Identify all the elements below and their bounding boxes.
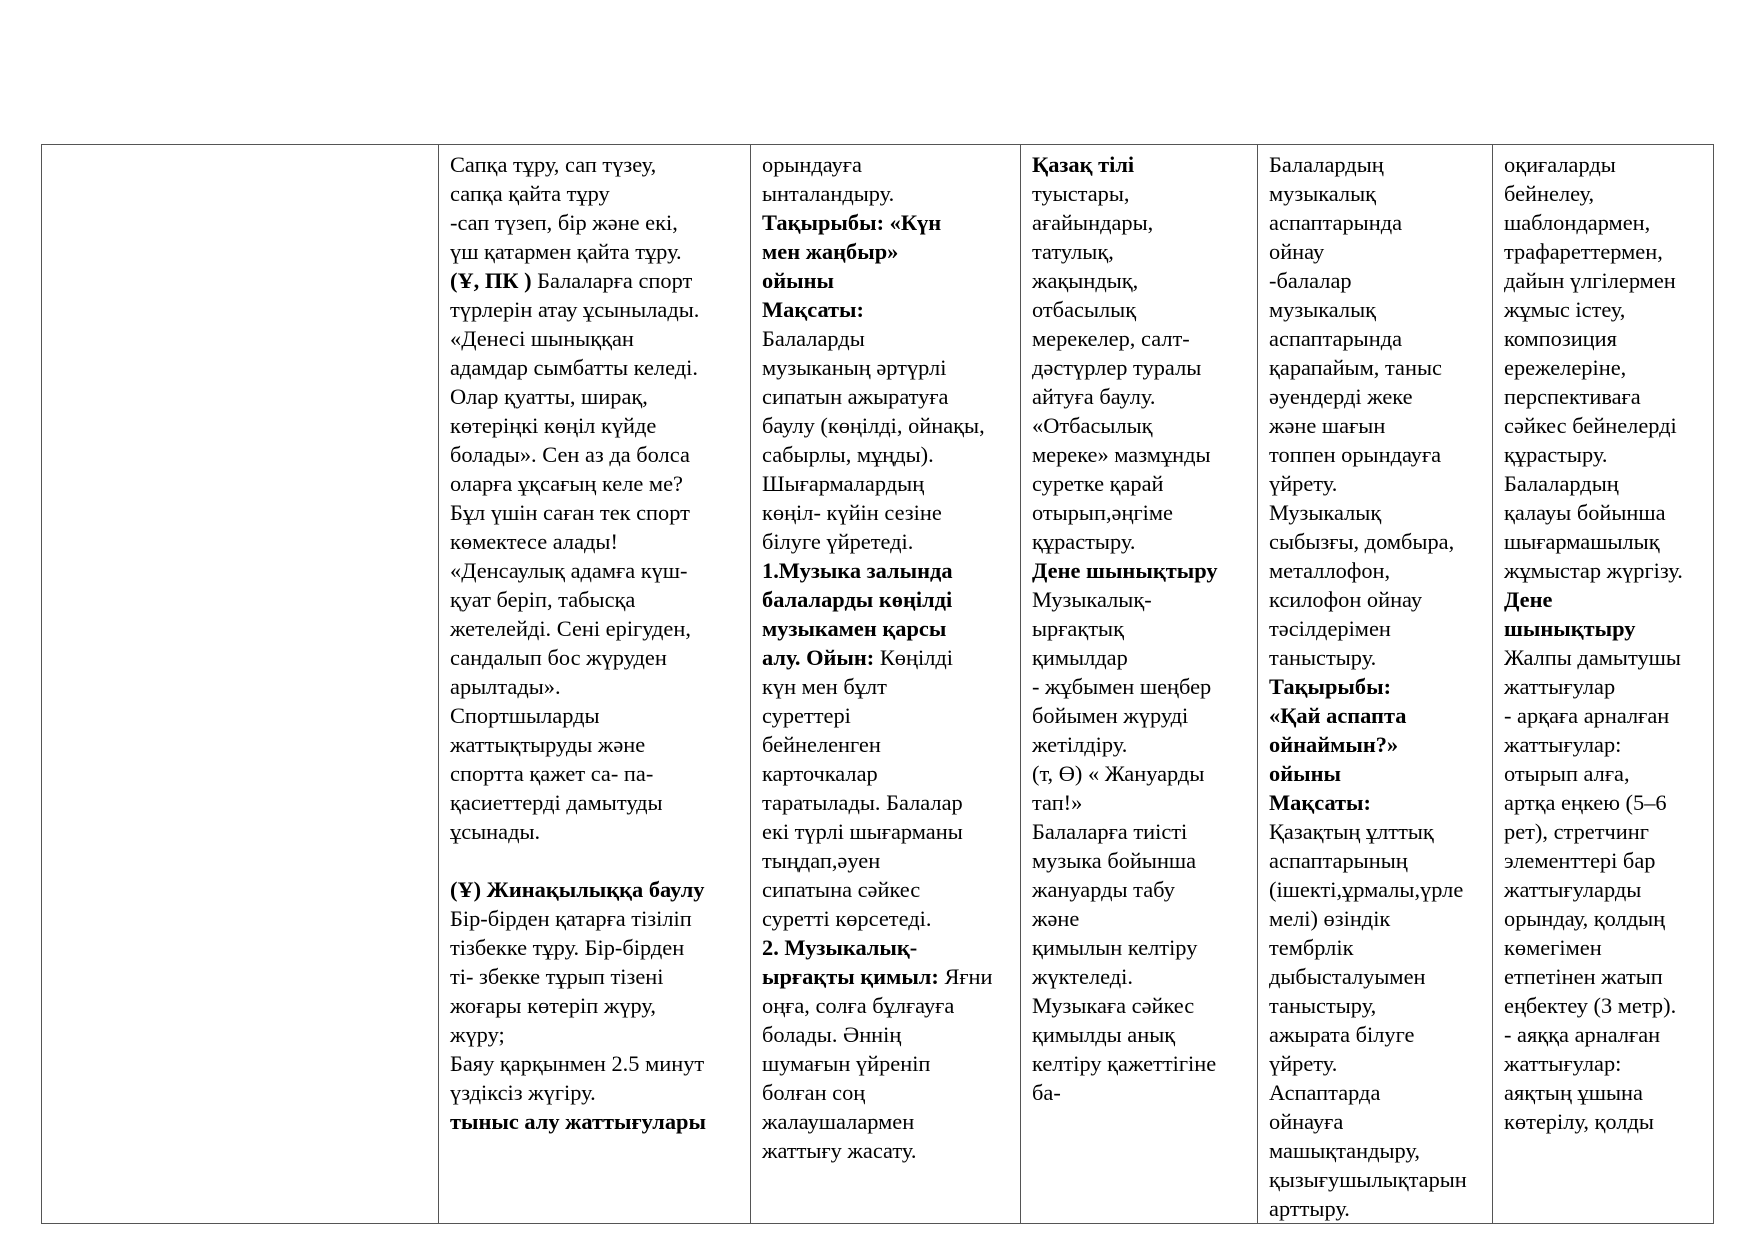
bold-text-run: (Ұ, ПК ) — [450, 268, 538, 293]
text-line: топпен орындауға — [1269, 442, 1442, 467]
text-line: артқа еңкею (5–6 — [1504, 790, 1667, 815]
bold-text-line: балаларды көңілді — [762, 587, 953, 612]
text-line: келтіру қажеттігіне — [1032, 1051, 1217, 1076]
text-line: Балаларды — [762, 326, 865, 351]
text-line: Спортшыларды — [450, 703, 600, 728]
table-cell-music-instruments — [1258, 145, 1493, 1224]
text-line: таратылады. Балалар — [762, 790, 963, 815]
text-line: арылтады». — [450, 674, 561, 699]
text-line: білуге үйретеді. — [762, 529, 914, 554]
text-line: аспаптарының — [1269, 848, 1408, 873]
text-line: қызығушылықтарын — [1269, 1167, 1467, 1192]
text-line: -сап түзеп, бір және екі, — [450, 210, 678, 235]
text-line: ба- — [1032, 1080, 1061, 1105]
bold-text-line: ойыны — [762, 268, 834, 293]
text-line: Музыкалық — [1269, 500, 1382, 525]
text-line: орындау, қолдың — [1504, 906, 1666, 931]
text-line: «Отбасылық — [1032, 413, 1153, 438]
text-line: көңіл- күйін сезіне — [762, 500, 942, 525]
text-line: құрастыру. — [1032, 529, 1136, 554]
bold-text-line: Дене — [1504, 587, 1553, 612]
text-line: Шығармалардың — [762, 471, 925, 496]
text-line: суретті көрсетеді. — [762, 906, 932, 931]
table-cell-physical-activity — [439, 145, 751, 1224]
text-line: орындауға — [762, 152, 862, 177]
text-line: оқиғаларды — [1504, 152, 1616, 177]
text-line: тәсілдерімен — [1269, 616, 1391, 641]
text-line: шығармашылық — [1504, 529, 1660, 554]
text-line: жаттығулар: — [1504, 732, 1622, 757]
text-line: қалауы бойынша — [1504, 500, 1666, 525]
text-line: Аспаптарда — [1269, 1080, 1381, 1105]
text-line: үш қатармен қайта тұру. — [450, 239, 682, 264]
bold-text-run: алу. Ойын: — [762, 645, 880, 670]
bold-text-line: музыкамен қарсы — [762, 616, 947, 641]
text-line: тізбекке тұру. Бір-бірден — [450, 935, 685, 960]
text-line: көмектесе алады! — [450, 529, 618, 554]
text-line: бейнеленген — [762, 732, 881, 757]
text-run: Балаларға спорт — [537, 268, 693, 293]
text-line: жетілдіру. — [1032, 732, 1128, 757]
text-line: (ішекті,ұрмалы,үрле — [1269, 877, 1464, 902]
text-line: жануарды табу — [1032, 877, 1175, 902]
text-line: «Денесі шыныққан — [450, 326, 634, 351]
text-line: карточкалар — [762, 761, 878, 786]
text-line: Музыкалық- — [1032, 587, 1152, 612]
text-line — [762, 643, 1017, 672]
text-line: сандалып бос жүруден — [450, 645, 667, 670]
text-line: түрлерін атау ұсынылады. — [450, 297, 700, 322]
text-line: оларға ұқсағың келе ме? — [450, 471, 683, 496]
text-line: бойымен жүруді — [1032, 703, 1189, 728]
text-line: металлофон, — [1269, 558, 1391, 583]
text-line: «Денсаулық адамға күш- — [450, 558, 688, 583]
text-line: тап!» — [1032, 790, 1083, 815]
text-line: Бұл үшін саған тек спорт — [450, 500, 690, 525]
bold-text-line: Тақырыбы: — [1269, 674, 1392, 699]
text-line: қарапайым, таныс — [1269, 355, 1442, 380]
text-line: айтуға баулу. — [1032, 384, 1156, 409]
blank-line — [450, 846, 747, 875]
text-line: Баяу қарқынмен 2.5 минут — [450, 1051, 705, 1076]
text-line: мереке» мазмұнды — [1032, 442, 1211, 467]
text-line: музыканың әртүрлі — [762, 355, 947, 380]
text-line: - аяққа арналған — [1504, 1022, 1661, 1047]
table-cell-music-games — [751, 145, 1021, 1224]
text-line: жаттықтыруды және — [450, 732, 646, 757]
text-line: - жұбымен шеңбер — [1032, 674, 1212, 699]
text-line: еңбектеу (3 метр). — [1504, 993, 1677, 1018]
text-line: бейнелеу, — [1504, 181, 1595, 206]
text-line: Олар қуатты, ширақ, — [450, 384, 648, 409]
bold-text-line: тыныс алу жаттығулары — [450, 1109, 706, 1134]
bold-text-line: «Қай аспапта — [1269, 703, 1407, 728]
text-line: ті- збекке тұрып тізені — [450, 964, 664, 989]
text-line: шумағын үйреніп — [762, 1051, 931, 1076]
text-line: жалаушалармен — [762, 1109, 915, 1134]
text-line: үздіксіз жүгіру. — [450, 1080, 596, 1105]
text-line: жоғары көтеріп жүру, — [450, 993, 656, 1018]
text-line: болады». Сен аз да болса — [450, 442, 690, 467]
lesson-plan-table — [41, 144, 1714, 1224]
text-line: оңға, солға бұлғауға — [762, 993, 955, 1018]
text-line: шаблондармен, — [1504, 210, 1651, 235]
text-line: құрастыру. — [1504, 442, 1608, 467]
text-line: ынталандыру. — [762, 181, 895, 206]
text-line: ксилофон ойнау — [1269, 587, 1423, 612]
text-line: жаттығуларды — [1504, 877, 1642, 902]
table-cell-art-and-pe — [1493, 145, 1714, 1224]
bold-text-run: ырғақты қимыл: — [762, 964, 945, 989]
text-line: қимылды анық — [1032, 1022, 1176, 1047]
table-cell-empty — [42, 145, 439, 1224]
text-line: дәстүрлер туралы — [1032, 355, 1202, 380]
text-line: Балаларға тиісті — [1032, 819, 1188, 844]
text-line: әуендерді жеке — [1269, 384, 1413, 409]
text-line: болады. Әннің — [762, 1022, 902, 1047]
text-line: отбасылық — [1032, 297, 1137, 322]
table-row — [42, 145, 1714, 1224]
text-line: мерекелер, салт- — [1032, 326, 1190, 351]
text-line: трафареттермен, — [1504, 239, 1663, 264]
text-line: жұмыс істеу, — [1504, 297, 1626, 322]
text-line: үйрету. — [1269, 1051, 1338, 1076]
bold-text-line: 2. Музыкалық- — [762, 935, 918, 960]
text-line: қасиеттерді дамытуды — [450, 790, 663, 815]
text-line: ағайындары, — [1032, 210, 1154, 235]
text-line: отырып алға, — [1504, 761, 1630, 786]
text-line: және — [1032, 906, 1080, 931]
text-line: аяқтың ұшына — [1504, 1080, 1643, 1105]
bold-text-line: Тақырыбы: «Күн — [762, 210, 942, 235]
text-line: сабырлы, мұңды). — [762, 442, 934, 467]
text-line: музыкалық — [1269, 181, 1377, 206]
text-line: Қазақтың ұлттық — [1269, 819, 1434, 844]
text-line: қимылын келтіру — [1032, 935, 1198, 960]
text-line: ырғақтық — [1032, 616, 1124, 641]
text-line: ойнау — [1269, 239, 1325, 264]
text-line: үйрету. — [1269, 471, 1338, 496]
text-line: Жалпы дамытушы — [1504, 645, 1681, 670]
text-line: жаттығулар — [1504, 674, 1616, 699]
text-line: дыбысталуымен — [1269, 964, 1426, 989]
text-line: таныстыру. — [1269, 645, 1377, 670]
text-line: сипатына сәйкес — [762, 877, 921, 902]
bold-text-line: 1.Музыка залында — [762, 558, 953, 583]
text-line: Балалардың — [1269, 152, 1384, 177]
text-line: сәйкес бейнелерді — [1504, 413, 1677, 438]
text-line: ережелеріне, — [1504, 355, 1627, 380]
bold-text-line: Мақсаты: — [762, 297, 864, 322]
bold-text-line: ойыны — [1269, 761, 1341, 786]
text-line: Музыкаға сәйкес — [1032, 993, 1195, 1018]
text-line: суреттері — [762, 703, 851, 728]
text-line: жаттығулар: — [1504, 1051, 1622, 1076]
text-line: сипатын ажыратуға — [762, 384, 949, 409]
text-line: музыкалық — [1269, 297, 1377, 322]
text-line: сапқа қайта тұру — [450, 181, 610, 206]
text-line: қуат беріп, табысқа — [450, 587, 636, 612]
text-line: (т, Ө) « Жануарды — [1032, 761, 1205, 786]
text-line: музыка бойынша — [1032, 848, 1197, 873]
text-line: суретке қарай — [1032, 471, 1164, 496]
text-line: Сапқа тұру, сап түзеу, — [450, 152, 657, 177]
text-line: отырып,әңгіме — [1032, 500, 1173, 525]
text-line: жақындық, — [1032, 268, 1139, 293]
text-line: композиция — [1504, 326, 1617, 351]
text-line: сыбызғы, домбыра, — [1269, 529, 1455, 554]
text-line: және шағын — [1269, 413, 1386, 438]
text-line: жүру; — [450, 1022, 505, 1047]
text-line: қимылдар — [1032, 645, 1128, 670]
text-line: арттыру. — [1269, 1196, 1350, 1221]
bold-text-line: Дене шынықтыру — [1032, 558, 1218, 583]
bold-text-line: Мақсаты: — [1269, 790, 1371, 815]
text-line: екі түрлі шығарманы — [762, 819, 963, 844]
text-line: жаттығу жасату. — [762, 1138, 917, 1163]
text-line: адамдар сымбатты келеді. — [450, 355, 698, 380]
text-line: жүктеледі. — [1032, 964, 1133, 989]
text-line: татулық, — [1032, 239, 1114, 264]
text-line: таныстыру, — [1269, 993, 1377, 1018]
text-line: рет), стретчинг — [1504, 819, 1649, 844]
text-line: ажырата білуге — [1269, 1022, 1415, 1047]
text-line: тыңдап,әуен — [762, 848, 881, 873]
bold-text-line: шынықтыру — [1504, 616, 1636, 641]
bold-text-line: (Ұ) Жинақылыққа баулу — [450, 877, 705, 902]
text-line: -балалар — [1269, 268, 1352, 293]
text-line: болған соң — [762, 1080, 866, 1105]
bold-text-line: ойнаймын?» — [1269, 732, 1399, 757]
text-line: баулу (көңілді, ойнақы, — [762, 413, 985, 438]
text-line: аспаптарында — [1269, 210, 1403, 235]
text-line: көмегімен — [1504, 935, 1602, 960]
text-line: Балалардың — [1504, 471, 1619, 496]
bold-text-line: мен жаңбыр» — [762, 239, 899, 264]
text-line: спортта қажет са- па- — [450, 761, 654, 786]
table-cell-kazakh-language — [1021, 145, 1258, 1224]
text-line: мелі) өзіндік — [1269, 906, 1391, 931]
text-line: ұсынады. — [450, 819, 541, 844]
text-run: Яғни — [944, 964, 993, 989]
text-line: көтерілу, қолды — [1504, 1109, 1654, 1134]
text-line: ойнауға — [1269, 1109, 1344, 1134]
text-line: күн мен бұлт — [762, 674, 887, 699]
text-line: элементтері бар — [1504, 848, 1656, 873]
text-line: жұмыстар жүргізу. — [1504, 558, 1683, 583]
text-line — [762, 962, 1017, 991]
text-line: Бір-бірден қатарға тізіліп — [450, 906, 692, 931]
bold-text-line: Қазақ тілі — [1032, 152, 1135, 177]
text-run: Көңілді — [879, 645, 953, 670]
text-line: машықтандыру, — [1269, 1138, 1420, 1163]
text-line: көтеріңкі көңіл күйде — [450, 413, 657, 438]
text-line: аспаптарында — [1269, 326, 1403, 351]
text-line: дайын үлгілермен — [1504, 268, 1676, 293]
text-line: туыстары, — [1032, 181, 1130, 206]
text-line: жетелейді. Сені ерігуден, — [450, 616, 691, 641]
text-line: - арқаға арналған — [1504, 703, 1670, 728]
text-line: перспективаға — [1504, 384, 1641, 409]
text-line — [450, 266, 747, 295]
text-line: тембрлік — [1269, 935, 1354, 960]
text-line: етпетінен жатып — [1504, 964, 1663, 989]
